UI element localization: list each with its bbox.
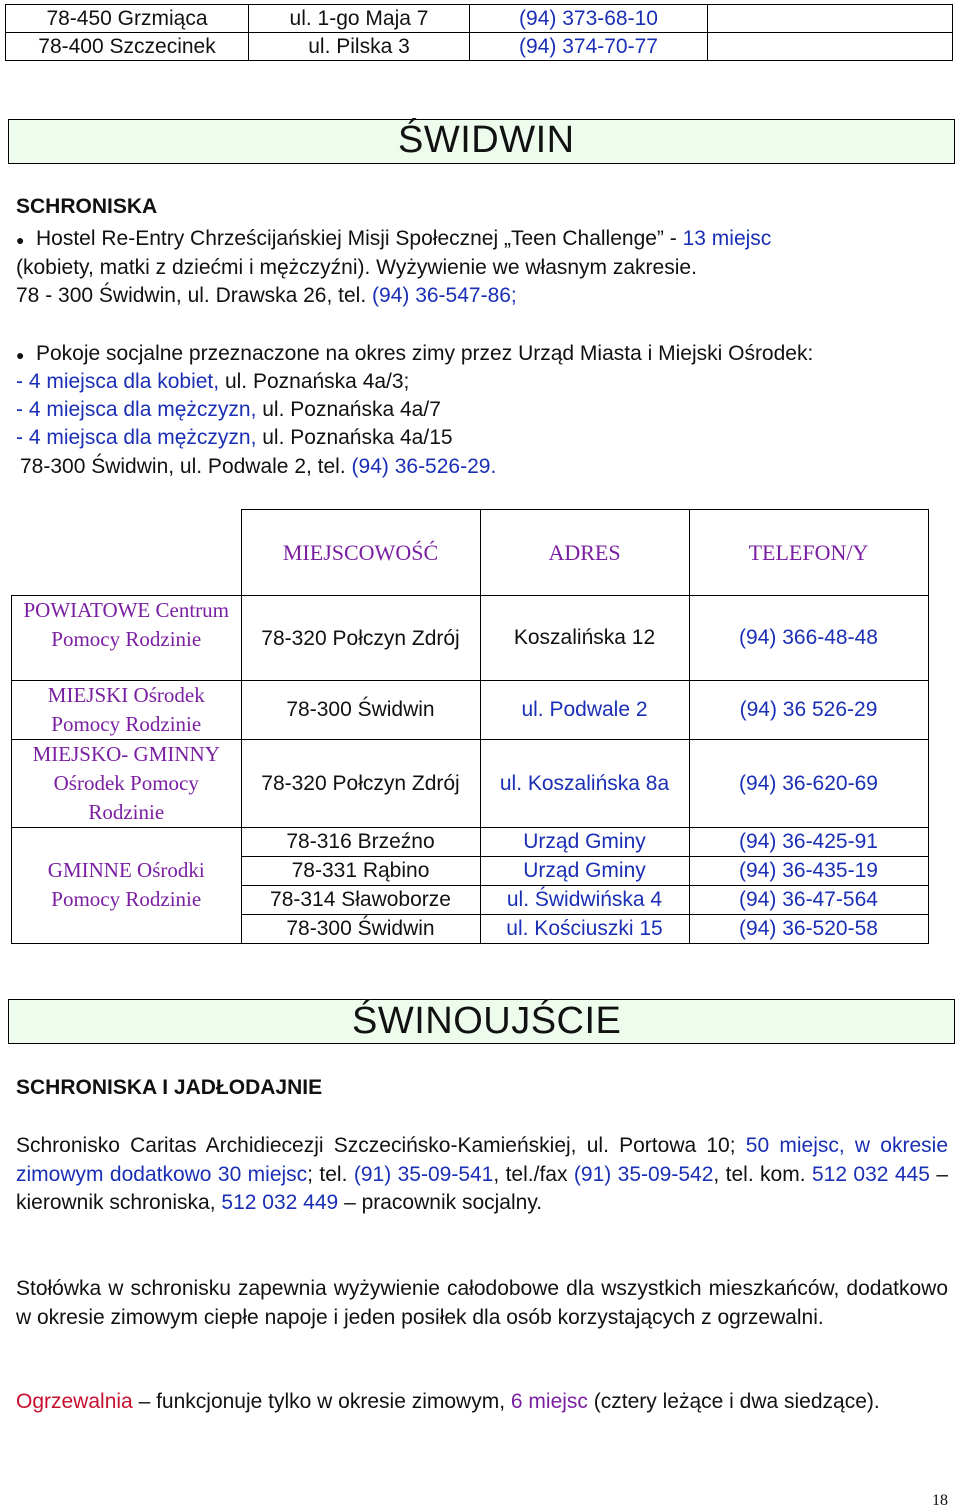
phone-cell: (94) 36-425-91 <box>689 828 928 857</box>
city-cell: 78-300 Świdwin <box>241 915 480 944</box>
table-row <box>12 596 929 681</box>
city-cell: 78-320 Połczyn Zdrój <box>241 596 480 681</box>
phone-cell: (94) 36-435-19 <box>689 857 928 886</box>
address-cell <box>480 886 689 915</box>
phone-cell: (94) 374-70-77 <box>470 33 708 61</box>
rooms-item <box>16 370 409 394</box>
address-cell: Koszalińska 12 <box>480 596 689 681</box>
table-row <box>12 740 929 828</box>
canteen-text: Stołówka w schronisku zapewnia wyżywienie całodobowe dla wszystkich mieszkańców, dodatkowo w okresie zimowym ciepłe napoje i jeden posiłek dla osób korzystających z ogrzewalni. <box>16 1277 948 1329</box>
city-cell: 78-300 Świdwin <box>241 681 480 740</box>
hostel-capacity: 13 miejsc <box>682 227 772 250</box>
phone-cell: (94) 366-48-48 <box>689 596 928 681</box>
category-cell: GMINNE Ośrodki Pomocy Rodzinie <box>12 828 242 944</box>
rooms-item-capacity: - 4 miejsca dla mężczyzn, <box>16 398 257 421</box>
address-text: ul. Kościuszki 15 <box>506 917 663 940</box>
rooms-phone: (94) 36-526-29. <box>351 455 497 478</box>
shelter-capacity: 50 miejsc, w okresie zimowym dodatkowo 30 miejsc <box>16 1134 948 1186</box>
rooms-item <box>16 426 453 450</box>
category-cell: MIEJSKO- GMINNY Ośrodek Pomocy Rodzinie <box>12 740 242 828</box>
table-header-row <box>12 510 929 596</box>
swidwin-heading: SCHRONISKA <box>16 195 158 218</box>
hostel-line3 <box>16 284 517 308</box>
city-cell: 78-331 Rąbino <box>241 857 480 886</box>
page-number: 18 <box>932 1492 948 1509</box>
hostel-address: 78 - 300 Świdwin, ul. Drawska 26, tel. <box>16 284 367 307</box>
city-cell: 78-400 Szczecinek <box>6 33 249 61</box>
social-worker-phone: 512 032 449 <box>221 1191 339 1215</box>
rooms-item-address: ul. Poznańska 4a/7 <box>262 398 441 421</box>
text-fragment: (cztery leżące i dwa siedzące). <box>593 1390 880 1413</box>
city-cell: 78-320 Połczyn Zdrój <box>241 740 480 828</box>
swidwin-title: ŚWIDWIN <box>398 119 575 161</box>
swinoujscie-heading: SCHRONISKA I JADŁODAJNIE <box>16 1076 323 1099</box>
shelter-paragraph <box>16 1132 948 1218</box>
header-city: MIEJSCOWOŚĆ <box>241 510 480 596</box>
header-address: ADRES <box>480 510 689 596</box>
rooms-item-capacity: - 4 miejsca dla mężczyzn, <box>16 426 257 449</box>
address-cell: ul. Pilska 3 <box>249 33 470 61</box>
hostel-line1 <box>36 227 771 251</box>
phone-cell: (94) 373-68-10 <box>470 5 708 33</box>
city-cell: 78-316 Brzeźno <box>241 828 480 857</box>
rooms-line1: Pokoje socjalne przeznaczone na okres zimy przez Urząd Miasta i Miejski Ośrodek: <box>36 342 814 365</box>
empty-cell <box>708 5 953 33</box>
empty-corner <box>12 510 242 596</box>
manager-phone: 512 032 445 <box>811 1162 930 1186</box>
canteen-paragraph <box>16 1275 948 1332</box>
phone-cell: (94) 36-520-58 <box>689 915 928 944</box>
address-cell <box>480 740 689 828</box>
top-contact-table <box>5 4 953 61</box>
text-fragment: ; tel. <box>307 1162 348 1186</box>
address-cell <box>480 857 689 886</box>
warming-capacity: 6 miejsc <box>510 1390 588 1413</box>
rooms-item <box>16 398 441 422</box>
rooms-item-capacity: - 4 miejsca dla kobiet, <box>16 370 220 393</box>
text-fragment: – kierownik schroniska, <box>16 1162 949 1215</box>
shelter-phone: (91) 35-09-541 <box>353 1162 494 1186</box>
address-cell <box>480 681 689 740</box>
hostel-line2: (kobiety, matki z dziećmi i mężczyźni). Wyżywienie we własnym zakresie. <box>16 256 697 279</box>
phone-cell: (94) 36 526-29 <box>689 681 928 740</box>
social-help-table <box>11 509 929 944</box>
category-cell: POWIATOWE Centrum Pomocy Rodzinie <box>12 596 242 681</box>
rooms-address-text: 78-300 Świdwin, ul. Podwale 2, tel. <box>20 455 346 478</box>
bullet-icon: ● <box>16 347 25 363</box>
bullet-icon: ● <box>16 232 25 248</box>
address-text: Urząd Gminy <box>523 830 646 853</box>
table-row <box>6 5 953 33</box>
shelter-name: Schronisko Caritas Archidiecezji Szczecińsko-Kamieńskiej, ul. Portowa 10; <box>16 1134 736 1157</box>
rooms-item-address: ul. Poznańska 4a/15 <box>262 426 453 449</box>
city-cell: 78-314 Sławoborze <box>241 886 480 915</box>
text-fragment: , tel. kom. <box>713 1162 806 1186</box>
warming-paragraph <box>16 1388 948 1417</box>
table-row <box>6 33 953 61</box>
swinoujscie-title: ŚWINOUJŚCIE <box>352 1000 622 1042</box>
rooms-address <box>20 455 496 479</box>
empty-cell <box>708 33 953 61</box>
rooms-item-address: ul. Poznańska 4a/3; <box>224 370 410 393</box>
warming-room-label: Ogrzewalnia <box>16 1390 133 1413</box>
shelter-fax: (91) 35-09-542 <box>573 1162 714 1186</box>
text-fragment: , tel./fax <box>493 1162 568 1186</box>
hostel-name: Hostel Re-Entry Chrześcijańskiej Misji Społecznej „Teen Challenge” - <box>36 227 677 250</box>
table-row <box>12 681 929 740</box>
address-cell <box>480 828 689 857</box>
text-fragment: – pracownik socjalny. <box>344 1191 543 1215</box>
address-cell: ul. 1-go Maja 7 <box>249 5 470 33</box>
phone-cell: (94) 36-47-564 <box>689 886 928 915</box>
table-row <box>12 828 929 857</box>
city-cell: 78-450 Grzmiąca <box>6 5 249 33</box>
address-text: ul. Koszalińska 8a <box>499 771 670 795</box>
category-cell: MIEJSKI Ośrodek Pomocy Rodzinie <box>12 681 242 740</box>
header-phone: TELEFON/Y <box>689 510 928 596</box>
phone-cell: (94) 36-620-69 <box>689 740 928 828</box>
address-text: ul. Podwale 2 <box>521 698 648 721</box>
hostel-phone: (94) 36-547-86; <box>372 284 517 307</box>
address-text: ul. Świdwińska 4 <box>506 888 663 911</box>
address-cell <box>480 915 689 944</box>
text-fragment: – funkcjonuje tylko w okresie zimowym, <box>138 1390 506 1413</box>
address-text: Urząd Gminy <box>523 859 646 882</box>
